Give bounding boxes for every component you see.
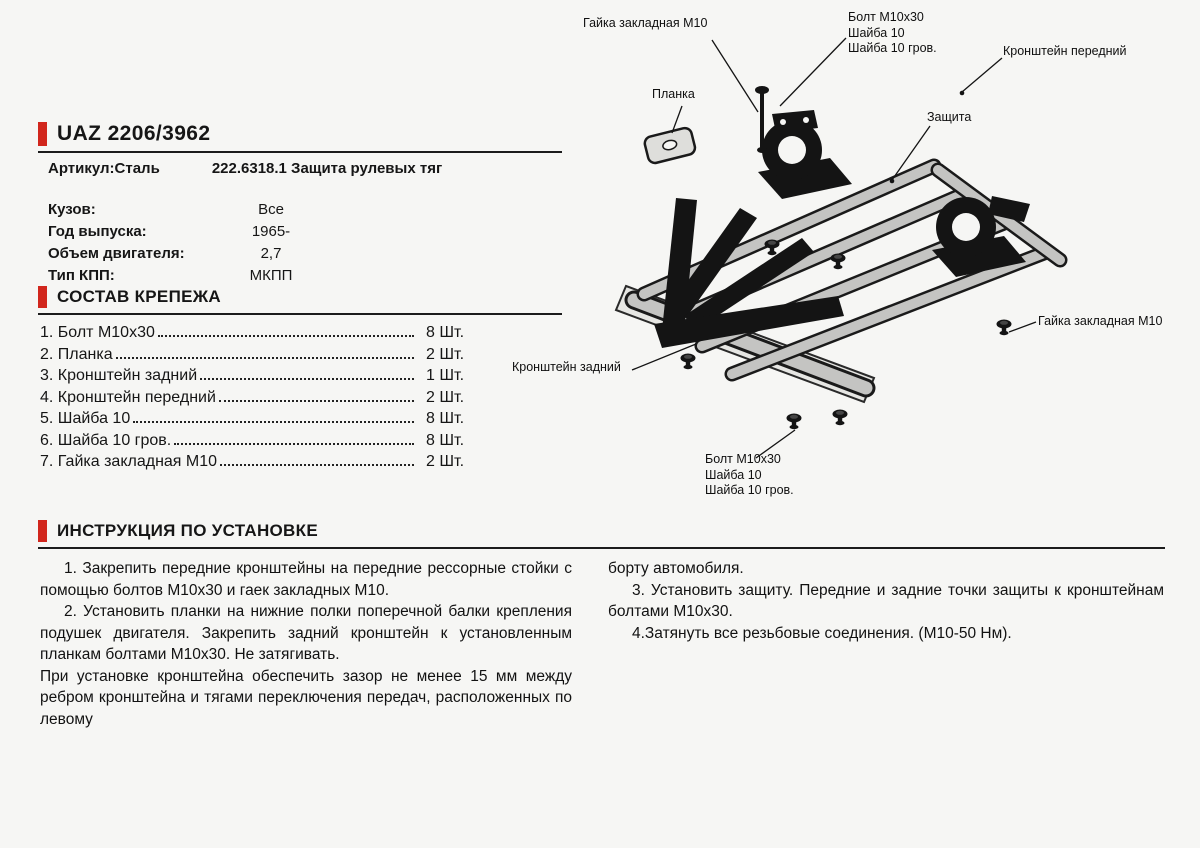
exploded-view-drawing	[500, 0, 1198, 516]
fastener-item	[40, 346, 486, 368]
fastener-item	[40, 432, 486, 454]
instructions-columns	[38, 558, 1165, 730]
article-value: 222.6318.1 Защита рулевых тяг	[211, 160, 443, 177]
fastener-item	[40, 367, 486, 389]
dot-leader	[219, 400, 414, 402]
fastener-qty: 8 Шт.	[426, 410, 465, 427]
diagram-label-nut-top: Гайка закладная М10	[583, 16, 708, 30]
fastener-name: 1. Болт М10х30	[40, 324, 155, 341]
fastener-name: 7. Гайка закладная М10	[40, 453, 218, 470]
spec-label: Год выпуска:	[48, 222, 147, 240]
fastener-name: 5. Шайба 10	[40, 410, 131, 427]
fasteners-heading: СОСТАВ КРЕПЕЖА	[57, 287, 221, 306]
fastener-qty: 2 Шт.	[426, 453, 465, 470]
instruction-paragraph: борту автомобиля.	[608, 560, 744, 577]
diagram-label-bolt-bottom	[705, 452, 794, 499]
page-title: UAZ 2206/3962	[57, 122, 211, 145]
fasteners-heading-row	[38, 286, 562, 315]
instructions-section	[38, 520, 1165, 730]
instruction-paragraph: 4.Затянуть все резьбовые соединения. (М10-50 Нм).	[632, 624, 1012, 642]
fastener-name: 2. Планка	[40, 345, 113, 363]
diagram-label-nut-right: Гайка закладная М10	[1038, 314, 1163, 328]
spec-label: Объем двигателя:	[48, 244, 185, 262]
dot-leader	[174, 443, 414, 445]
dot-leader	[133, 421, 414, 423]
article-row	[38, 153, 562, 177]
spec-row	[48, 220, 348, 242]
spec-row	[48, 264, 348, 286]
fastener-qty: 8 Шт.	[426, 431, 465, 449]
fastener-qty: 2 Шт.	[426, 388, 465, 406]
plate-part	[643, 127, 696, 165]
fastener-item	[40, 453, 486, 475]
instructions-heading-row	[38, 520, 1165, 549]
red-accent-bar	[38, 122, 47, 146]
fastener-name: 6. Шайба 10 гров.	[40, 431, 172, 449]
spec-label: Кузов:	[48, 200, 96, 218]
fastener-list	[38, 324, 486, 475]
instruction-paragraph: При установке кронштейна обеспечить зазор не менее 15 мм между ребром кронштейна и тягами переключения передач, расположенных по левому	[40, 667, 572, 728]
fastener-name: 3. Кронштейн задний	[40, 367, 198, 384]
technical-drawing	[500, 0, 1198, 516]
instructions-column-left	[40, 558, 572, 730]
spec-table	[48, 198, 348, 286]
header-block	[38, 122, 562, 177]
fastener-qty: 1 Шт.	[426, 367, 465, 384]
spec-row	[48, 198, 348, 220]
fastener-item	[40, 410, 486, 432]
dot-leader	[158, 335, 414, 337]
diagram-label-bolt-top	[848, 10, 937, 57]
dot-leader	[116, 357, 414, 359]
diagram-label-line: Болт М10х30	[848, 10, 924, 24]
diagram-label-rear-bracket: Кронштейн задний	[512, 360, 621, 374]
diagram-label-line: Шайба 10	[848, 25, 905, 40]
title-row	[38, 122, 562, 153]
fasteners-section	[38, 286, 562, 475]
spec-value: 1965-	[251, 222, 291, 240]
instructions-column-right	[608, 558, 1164, 730]
instructions-heading: ИНСТРУКЦИЯ ПО УСТАНОВКЕ	[57, 521, 318, 540]
fastener-item	[40, 324, 486, 346]
fastener-qty: 8 Шт.	[426, 324, 465, 341]
red-accent-bar	[38, 286, 47, 308]
diagram-label-line: Болт М10х30	[705, 452, 781, 466]
spec-value: 2,7	[260, 244, 282, 262]
spec-value: МКПП	[249, 266, 293, 284]
fastener-qty: 2 Шт.	[426, 345, 465, 363]
diagram-label-line: Шайба 10 гров.	[705, 483, 794, 497]
spec-row	[48, 242, 348, 264]
dot-leader	[200, 378, 414, 380]
instruction-paragraph: 2. Установить планки на нижние полки поперечной балки крепления подушек двигателя. Закрепить задний кронштейн к установленным планкам болтами М10х30. Не затягивать.	[40, 603, 572, 663]
spec-label: Тип КПП:	[48, 266, 115, 284]
diagram-label-line: Шайба 10	[705, 467, 762, 482]
fastener-item	[40, 389, 486, 411]
instruction-paragraph: 3. Установить защиту. Передние и задние точки защиты к кронштейнам болтами М10х30.	[608, 581, 1164, 620]
instruction-paragraph: 1. Закрепить передние кронштейны на передние рессорные стойки с помощью болтов М10х30 и гаек закладных М10.	[40, 560, 572, 599]
spec-value: Все	[258, 200, 284, 218]
fastener-name: 4. Кронштейн передний	[40, 388, 216, 406]
diagram-label-guard: Защита	[927, 110, 972, 124]
front-bracket-left	[758, 110, 852, 199]
diagram-label-front-bracket: Кронштейн передний	[1003, 44, 1127, 58]
article-label: Артикул:Сталь	[48, 160, 160, 177]
diagram-label-plate: Планка	[652, 87, 695, 101]
diagram-label-line: Шайба 10 гров.	[848, 41, 937, 55]
dot-leader	[220, 464, 414, 466]
red-accent-bar	[38, 520, 47, 542]
